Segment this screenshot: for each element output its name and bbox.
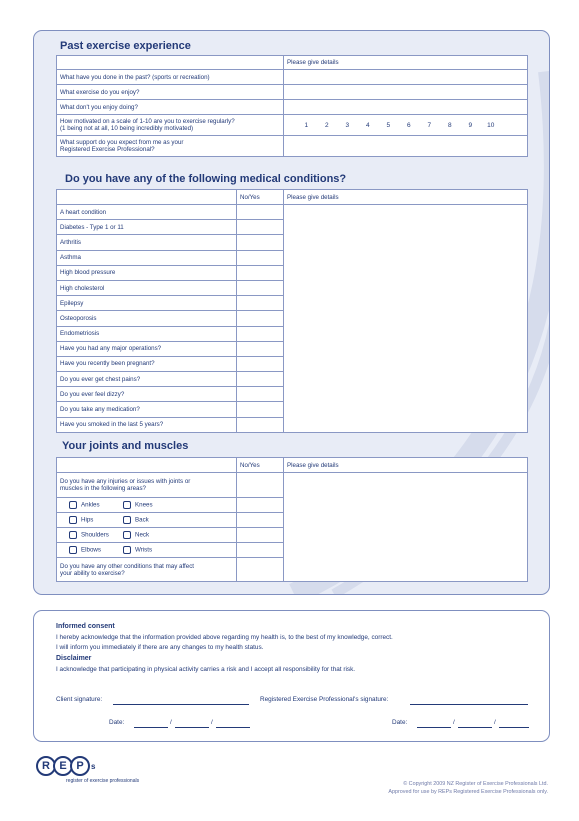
logo-tagline: register of exercise professionals [66,778,140,784]
noyes-field[interactable] [237,473,284,498]
past-exercise-title: Past exercise experience [60,40,191,52]
noyes-field[interactable] [237,372,284,387]
question-past-activities: What have you done in the past? (sports or recreation) [57,70,284,85]
noyes-field[interactable] [237,220,284,235]
medical-item: Have you had any major operations? [57,341,237,356]
medical-item: Endometriosis [57,326,237,341]
noyes-field[interactable] [237,235,284,250]
consent-title: Informed consent [56,623,115,630]
medical-title: Do you have any of the following medical conditions? [65,173,347,185]
noyes-header: No/Yes [237,190,284,205]
noyes-field[interactable] [237,558,284,582]
consent-line-2: I will inform you immediately if there are any changes to my health status. [56,644,264,651]
checkbox[interactable] [123,531,131,539]
medical-item: Arthritis [57,235,237,250]
noyes-field[interactable] [237,250,284,265]
consent-box: Informed consent I hereby acknowledge that the information provided above regarding my health is, to the best of my knowledge, correct. I will inform you immediately if there are any changes to my health status. Disclaimer I acknowledge that participating in physical activity carries a risk and I accept all responsibility for that risk. Client signature: Registered Exercise Professional's signature: Date: / / Date: / / [33,610,550,742]
noyes-field[interactable] [237,387,284,402]
noyes-header: No/Yes [237,458,284,473]
reps-logo: R E P s register of exercise professionals [36,756,139,784]
noyes-field[interactable] [237,356,284,371]
medical-table [56,189,528,433]
checkbox[interactable] [123,546,131,554]
noyes-field[interactable] [237,498,284,513]
medical-item: Do you ever get chest pains? [57,372,237,387]
question-motivation: How motivated on a scale of 1-10 are you to exercise regularly? (1 being not at all, 10 being incredibly motivated) [57,115,284,136]
noyes-field[interactable] [237,265,284,280]
checkbox[interactable] [69,546,77,554]
checkbox[interactable] [123,516,131,524]
noyes-field[interactable] [237,296,284,311]
client-signature-line[interactable] [113,704,249,705]
noyes-field[interactable] [237,543,284,558]
noyes-field[interactable] [237,417,284,432]
copyright-text: © Copyright 2009 NZ Register of Exercise Professionals Ltd. [403,781,548,787]
rep-signature-line[interactable] [410,704,528,705]
question-injuries: Do you have any injuries or issues with joints or muscles in the following areas? [57,473,237,498]
client-date-year[interactable] [216,727,250,728]
noyes-field[interactable] [237,402,284,417]
rep-date-day[interactable] [417,727,451,728]
noyes-field[interactable] [237,205,284,220]
client-signature-label: Client signature: [56,696,103,703]
noyes-field[interactable] [237,311,284,326]
rep-date-year[interactable] [499,727,529,728]
disclaimer-title: Disclaimer [56,655,92,662]
joints-table: No/Yes Please give details Do you have any injuries or issues with joints or muscles in the following areas? Ankles Knees Hips Back Shoulders Neck Elbows Wrists Do you have any other conditions that may affect your ability to exercise? [56,457,528,582]
medical-item: A heart condition [57,205,237,220]
consent-line-1: I hereby acknowledge that the information provided above regarding my health is, to the best of my knowledge, correct. [56,634,393,641]
medical-item: Epilepsy [57,296,237,311]
motivation-scale[interactable]: 1 2 3 4 5 6 7 8 9 10 [284,115,528,136]
medical-item: High cholesterol [57,280,237,295]
past-exercise-table [56,55,528,157]
medical-item: Have you recently been pregnant? [57,356,237,371]
medical-item: Do you ever feel dizzy? [57,387,237,402]
question-support: What support do you expect from me as your Registered Exercise Professional? [57,136,284,157]
noyes-field[interactable] [237,528,284,543]
rep-date-label: Date: [392,719,408,726]
question-dislike: What don't you enjoy doing? [57,100,284,115]
checkbox[interactable] [69,516,77,524]
checkbox[interactable] [69,501,77,509]
answer-field[interactable] [284,85,528,100]
medical-details-field[interactable] [284,205,528,433]
answer-field[interactable] [284,70,528,85]
noyes-field[interactable] [237,280,284,295]
medical-item: Asthma [57,250,237,265]
noyes-field[interactable] [237,326,284,341]
medical-item: High blood pressure [57,265,237,280]
details-header: Please give details [284,190,528,205]
answer-field[interactable] [284,136,528,157]
medical-item: Diabetes - Type 1 or 11 [57,220,237,235]
rep-signature-label: Registered Exercise Professional's signature: [260,696,389,703]
noyes-field[interactable] [237,513,284,528]
question-enjoy: What exercise do you enjoy? [57,85,284,100]
client-date-month[interactable] [175,727,209,728]
joints-details-field[interactable] [284,473,528,582]
client-date-day[interactable] [134,727,168,728]
disclaimer-text: I acknowledge that participating in physical activity carries a risk and I accept all responsibility for that risk. [56,666,356,673]
noyes-field[interactable] [237,341,284,356]
medical-item: Osteoporosis [57,311,237,326]
question-other-conditions: Do you have any other conditions that may affect your ability to exercise? [57,558,237,582]
approved-text: Approved for use by REPs Registered Exercise Professionals only. [388,789,548,795]
health-form-panel [33,30,550,595]
joints-title: Your joints and muscles [62,440,189,452]
details-header: Please give details [284,56,528,70]
details-header: Please give details [284,458,528,473]
checkbox[interactable] [69,531,77,539]
medical-item: Do you take any medication? [57,402,237,417]
answer-field[interactable] [284,100,528,115]
checkbox[interactable] [123,501,131,509]
client-date-label: Date: [109,719,125,726]
medical-item: Have you smoked in the last 5 years? [57,417,237,432]
rep-date-month[interactable] [458,727,492,728]
